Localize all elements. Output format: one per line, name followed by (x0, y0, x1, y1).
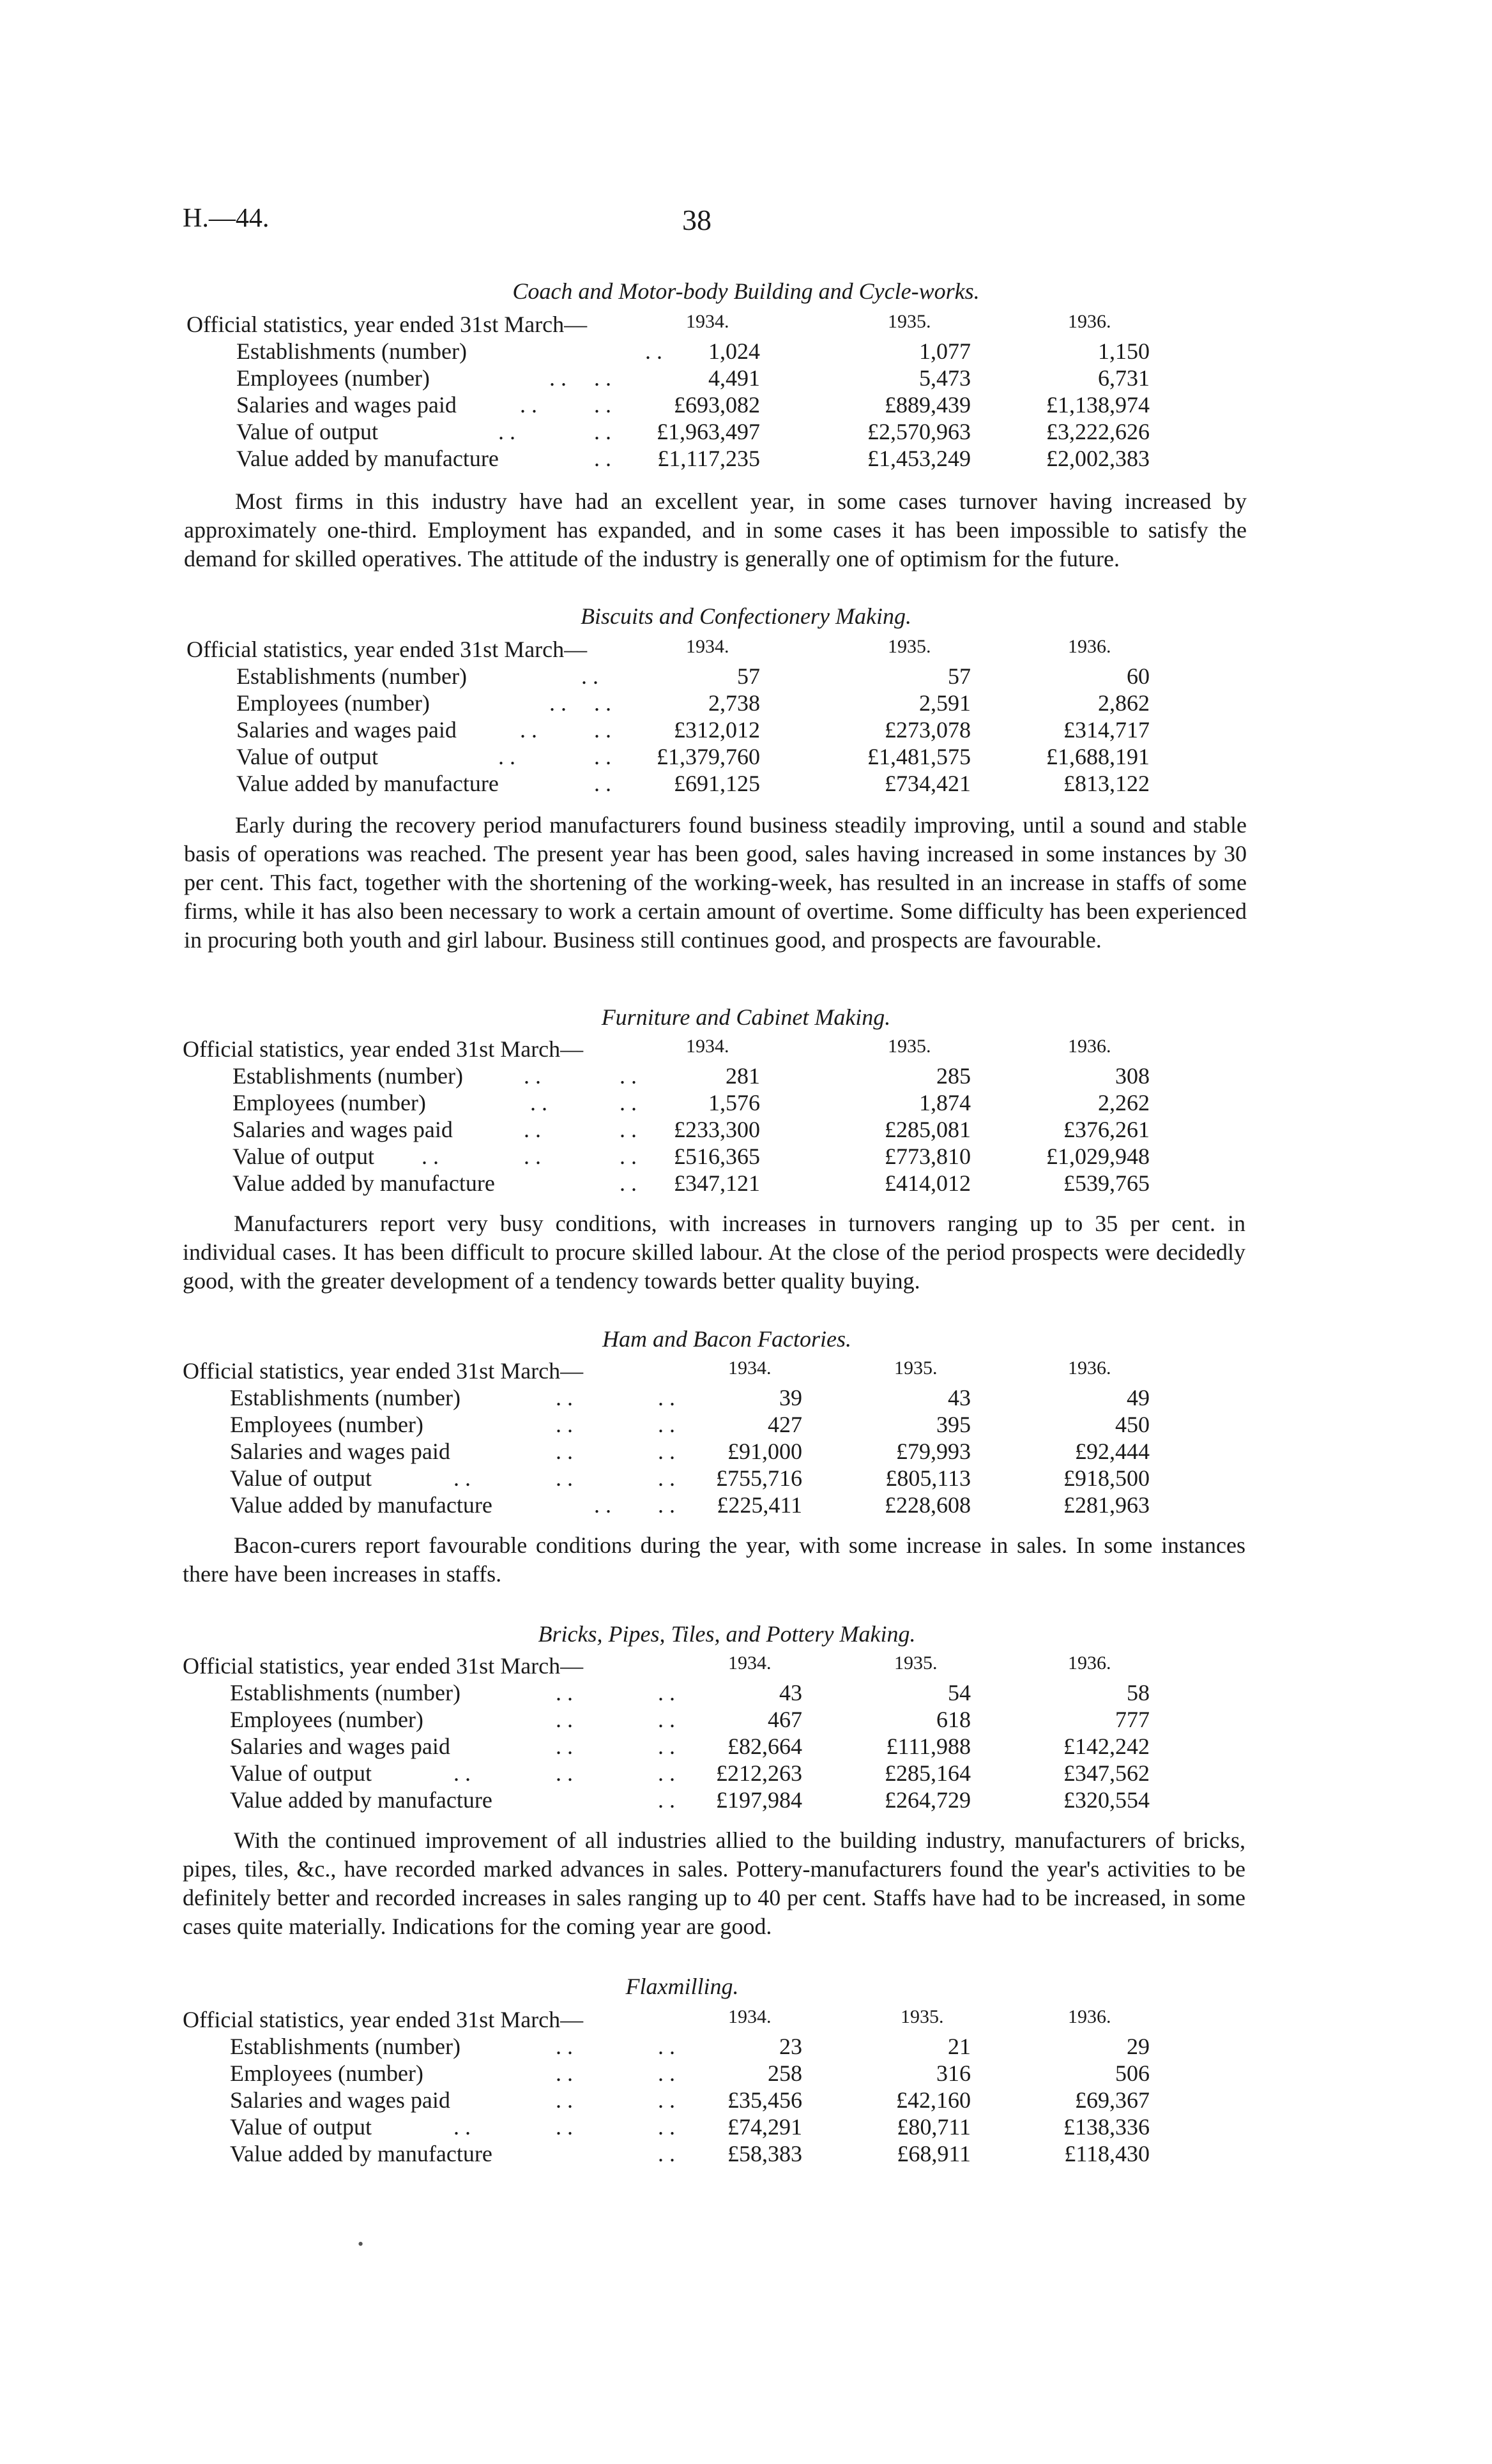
intro-label: Official statistics, year ended 31st March— (183, 1036, 584, 1062)
value-1934: 427 (768, 1412, 802, 1437)
value-1936: 6,731 (1098, 365, 1150, 391)
row-label: Establishments (number) (230, 1680, 461, 1705)
leader-dots: . . (658, 1412, 675, 1437)
value-1936: £320,554 (1063, 1787, 1150, 1813)
section-title: Coach and Motor-body Building and Cycle-works. (512, 278, 980, 304)
stats-header-row (0, 1036, 1492, 1064)
row-label: Value of output (236, 744, 378, 769)
stats-row-salaries (0, 1733, 1492, 1761)
value-1934: £1,963,497 (657, 419, 760, 444)
intro-label: Official statistics, year ended 31st March— (183, 1653, 584, 1679)
stats-row-output (0, 418, 1492, 446)
stats-row-establishments (0, 1679, 1492, 1707)
row-label: Salaries and wages paid (232, 1117, 453, 1142)
row-label: Employees (number) (236, 365, 430, 391)
value-1935: £264,729 (885, 1787, 971, 1813)
value-1936: £138,336 (1063, 2114, 1150, 2140)
stats-row-salaries (0, 1438, 1492, 1466)
value-1935: £889,439 (885, 392, 971, 418)
row-label: Value of output (230, 1465, 372, 1491)
value-1935: £805,113 (885, 1465, 971, 1491)
value-1936: £539,765 (1063, 1170, 1150, 1196)
leader-dots: . . (658, 2087, 675, 2113)
value-1934: £755,716 (716, 1465, 802, 1491)
row-label: Value added by manufacture (236, 771, 499, 796)
stats-row-salaries (0, 716, 1492, 744)
leader-dots: . . (556, 1734, 573, 1759)
stats-row-output (0, 2113, 1492, 2142)
leader-dots: . . (658, 2034, 675, 2059)
value-1935: 395 (936, 1412, 971, 1437)
stats-header-row (0, 311, 1492, 339)
value-1936: £1,029,948 (1046, 1144, 1150, 1169)
value-1936: £142,242 (1063, 1734, 1150, 1759)
leader-dots: . . (594, 1492, 611, 1518)
year-1935: 1935. (888, 311, 931, 332)
stats-row-establishments (0, 1062, 1492, 1091)
value-1935: 54 (948, 1680, 971, 1705)
stats-row-value-added (0, 1492, 1492, 1520)
value-1935: 316 (936, 2060, 971, 2086)
value-1935: £414,012 (885, 1170, 971, 1196)
leader-dots: . . (620, 1090, 637, 1115)
stats-header-row (0, 1652, 1492, 1681)
leader-dots: . . (658, 2114, 675, 2140)
year-1935: 1935. (888, 636, 931, 657)
year-1934: 1934. (728, 2006, 772, 2027)
value-1936: 2,262 (1098, 1090, 1150, 1115)
value-1936: 1,150 (1098, 338, 1150, 364)
leader-dots: . . (498, 744, 515, 769)
value-1935: 618 (936, 1707, 971, 1732)
stats-row-employees (0, 1411, 1492, 1439)
value-1936: 49 (1127, 1385, 1150, 1410)
value-1934: £516,365 (674, 1144, 760, 1169)
leader-dots: . . (658, 1465, 675, 1491)
value-1935: 21 (948, 2034, 971, 2059)
year-1936: 1936. (1068, 1357, 1111, 1379)
value-1935: £773,810 (885, 1144, 971, 1169)
stats-row-employees (0, 690, 1492, 718)
year-1935: 1935. (894, 1652, 938, 1674)
row-label: Establishments (number) (230, 2034, 461, 2059)
value-1934: £74,291 (727, 2114, 802, 2140)
value-1934: £693,082 (674, 392, 760, 418)
row-label: Establishments (number) (230, 1385, 461, 1410)
row-label: Establishments (number) (236, 663, 467, 689)
row-label: Employees (number) (236, 690, 430, 716)
value-1935: 57 (948, 663, 971, 689)
stats-row-employees (0, 365, 1492, 393)
stats-row-output (0, 1760, 1492, 1788)
section-paragraph: Bacon-curers report favourable conditions during the year, with some increase in sales. In some instances there have been increases in staffs. (183, 1532, 1245, 1587)
leader-dots: . . (594, 365, 611, 391)
leader-dots: . . (658, 1439, 675, 1464)
value-1935: 43 (948, 1385, 971, 1410)
row-label: Salaries and wages paid (230, 1734, 450, 1759)
value-1934: £691,125 (674, 771, 760, 796)
leader-dots: . . (453, 2114, 471, 2140)
value-1934: £58,383 (727, 2141, 802, 2166)
value-1935: £734,421 (885, 771, 971, 796)
year-1934: 1934. (728, 1652, 772, 1674)
value-1934: 1,024 (708, 338, 760, 364)
stats-header-row (0, 636, 1492, 664)
value-1936: £3,222,626 (1046, 419, 1150, 444)
row-label: Establishments (number) (236, 338, 467, 364)
leader-dots: . . (549, 365, 567, 391)
leader-dots: . . (658, 1680, 675, 1705)
row-label: Employees (number) (232, 1090, 426, 1115)
row-label: Salaries and wages paid (236, 717, 457, 743)
value-1934: £347,121 (674, 1170, 760, 1196)
value-1935: £285,081 (885, 1117, 971, 1142)
leader-dots: . . (620, 1063, 637, 1089)
leader-dots: . . (556, 2114, 573, 2140)
leader-dots: . . (594, 717, 611, 743)
value-1934: £197,984 (716, 1787, 802, 1813)
year-1935: 1935. (888, 1036, 931, 1057)
year-1935: 1935. (894, 1357, 938, 1379)
value-1936: 2,862 (1098, 690, 1150, 716)
year-1935: 1935. (901, 2006, 944, 2027)
page-number: 38 (682, 204, 712, 236)
section-title: Bricks, Pipes, Tiles, and Pottery Making. (538, 1621, 916, 1647)
year-1934: 1934. (686, 1036, 729, 1057)
value-1934: £1,117,235 (657, 446, 760, 471)
leader-dots: . . (549, 690, 567, 716)
value-1936: 308 (1115, 1063, 1150, 1089)
leader-dots: . . (594, 771, 611, 796)
leader-dots: . . (620, 1117, 637, 1142)
intro-label: Official statistics, year ended 31st March— (187, 312, 588, 337)
section-title: Flaxmilling. (625, 1974, 739, 1999)
leader-dots: . . (594, 744, 611, 769)
document-reference: H.—44. (183, 204, 270, 233)
value-1936: £347,562 (1063, 1760, 1150, 1786)
leader-dots: . . (594, 419, 611, 444)
row-label: Value added by manufacture (230, 1492, 492, 1518)
year-1936: 1936. (1068, 311, 1111, 332)
value-1934: 57 (737, 663, 760, 689)
leader-dots: . . (556, 1439, 573, 1464)
leader-dots: . . (658, 2060, 675, 2086)
stats-header-row (0, 1357, 1492, 1386)
leader-dots: . . (594, 690, 611, 716)
row-label: Value added by manufacture (236, 446, 499, 471)
section-paragraph: With the continued improvement of all industries allied to the building industry, manufacturers of bricks, pipes, tiles, &c., have recorded marked advances in sales. Pottery-manufacturers found the year's activities to be definitely better and recorded increases in sales ranging up to 40 per cent. Staffs have had to be increased, in some cases quite materially. Indications for the coming year are good. (183, 1827, 1245, 1939)
stats-row-establishments (0, 1384, 1492, 1412)
leader-dots: . . (556, 1412, 573, 1437)
leader-dots: . . (620, 1144, 637, 1169)
value-1935: £111,988 (886, 1734, 971, 1759)
value-1935: £1,481,575 (867, 744, 971, 769)
value-1936: £918,500 (1063, 1465, 1150, 1491)
value-1935: £79,993 (896, 1439, 971, 1464)
leader-dots: . . (658, 1734, 675, 1759)
row-label: Value of output (230, 1760, 372, 1786)
leader-dots: . . (556, 1707, 573, 1732)
value-1934: £1,379,760 (657, 744, 760, 769)
leader-dots: . . (594, 392, 611, 418)
value-1934: 23 (779, 2034, 802, 2059)
value-1935: £80,711 (897, 2114, 971, 2140)
stats-row-establishments (0, 338, 1492, 366)
value-1935: £68,911 (897, 2141, 971, 2166)
value-1936: £1,138,974 (1046, 392, 1150, 418)
leader-dots: . . (530, 1090, 547, 1115)
row-label: Employees (number) (230, 1412, 423, 1437)
value-1934: 4,491 (708, 365, 760, 391)
year-1934: 1934. (728, 1357, 772, 1379)
value-1936: £1,688,191 (1046, 744, 1150, 769)
year-1936: 1936. (1068, 1652, 1111, 1674)
scan-mark: • (358, 2235, 364, 2253)
intro-label: Official statistics, year ended 31st March— (183, 1358, 584, 1384)
stats-row-output (0, 743, 1492, 771)
value-1934: 43 (779, 1680, 802, 1705)
leader-dots: . . (524, 1063, 541, 1089)
row-label: Establishments (number) (232, 1063, 463, 1089)
leader-dots: . . (422, 1144, 439, 1169)
value-1936: 777 (1115, 1707, 1150, 1732)
leader-dots: . . (556, 1385, 573, 1410)
value-1934: £82,664 (727, 1734, 802, 1759)
year-1934: 1934. (686, 311, 729, 332)
leader-dots: . . (556, 2060, 573, 2086)
value-1936: 29 (1127, 2034, 1150, 2059)
value-1935: £285,164 (885, 1760, 971, 1786)
value-1934: £35,456 (727, 2087, 802, 2113)
stats-row-output (0, 1465, 1492, 1493)
value-1936: £314,717 (1063, 717, 1150, 743)
stats-row-value-added (0, 445, 1492, 473)
leader-dots: . . (658, 1385, 675, 1410)
stats-header-row (0, 2006, 1492, 2034)
stats-row-employees (0, 1706, 1492, 1734)
value-1935: 1,077 (919, 338, 971, 364)
value-1935: 2,591 (919, 690, 971, 716)
row-label: Value of output (232, 1144, 374, 1169)
leader-dots: . . (658, 1492, 675, 1518)
row-label: Employees (number) (230, 2060, 423, 2086)
row-label: Salaries and wages paid (230, 2087, 450, 2113)
value-1935: £273,078 (885, 717, 971, 743)
row-label: Value of output (236, 419, 378, 444)
year-1934: 1934. (686, 636, 729, 657)
stats-row-value-added (0, 2140, 1492, 2168)
row-label: Salaries and wages paid (236, 392, 457, 418)
value-1935: £42,160 (896, 2087, 971, 2113)
year-1936: 1936. (1068, 636, 1111, 657)
value-1936: 506 (1115, 2060, 1150, 2086)
section-paragraph: Early during the recovery period manufacturers found business steadily improving, until a sound and stable basis of operations was reached. The present year has been good, sales having increased in some instances by 30 per cent. This fact, together with the shortening of the working-week, has resulted in an increase in staffs of some firms, while it has also been necessary to work a certain amount of overtime. Some difficulty has been experienced in procuring both youth and girl labour. Business still continues good, and prospects are favourable. (184, 812, 1247, 953)
value-1936: 60 (1127, 663, 1150, 689)
stats-row-establishments (0, 663, 1492, 691)
value-1934: 467 (768, 1707, 802, 1732)
row-label: Value added by manufacture (230, 1787, 492, 1813)
value-1935: £228,608 (885, 1492, 971, 1518)
row-label: Value added by manufacture (232, 1170, 495, 1196)
value-1936: 450 (1115, 1412, 1150, 1437)
value-1934: £212,263 (716, 1760, 802, 1786)
leader-dots: . . (658, 1787, 675, 1813)
value-1934: £233,300 (674, 1117, 760, 1142)
value-1936: £2,002,383 (1046, 446, 1150, 471)
leader-dots: . . (520, 717, 537, 743)
leader-dots: . . (658, 1707, 675, 1732)
section-paragraph: Most firms in this industry have had an excellent year, in some cases turnover having increased by approximately one-third. Employment has expanded, and in some cases it has been impossible to satisfy the demand for skilled operatives. The attitude of the industry is generally one of optimism for the future. (184, 488, 1247, 571)
leader-dots: . . (658, 2141, 675, 2166)
value-1934: 1,576 (708, 1090, 760, 1115)
leader-dots: . . (556, 1465, 573, 1491)
stats-row-value-added (0, 1170, 1492, 1198)
stats-row-salaries (0, 2087, 1492, 2115)
intro-label: Official statistics, year ended 31st March— (187, 637, 588, 662)
stats-row-employees (0, 2060, 1492, 2088)
leader-dots: . . (620, 1170, 637, 1196)
value-1934: 281 (726, 1063, 760, 1089)
stats-row-value-added (0, 770, 1492, 798)
section-title: Biscuits and Confectionery Making. (581, 603, 911, 629)
stats-row-salaries (0, 1116, 1492, 1144)
value-1935: £2,570,963 (867, 419, 971, 444)
value-1936: £92,444 (1075, 1439, 1150, 1464)
value-1935: 285 (936, 1063, 971, 1089)
leader-dots: . . (594, 446, 611, 471)
stats-row-salaries (0, 391, 1492, 419)
leader-dots: . . (498, 419, 515, 444)
leader-dots: . . (645, 338, 662, 364)
stats-row-output (0, 1143, 1492, 1171)
row-label: Employees (number) (230, 1707, 423, 1732)
intro-label: Official statistics, year ended 31st March— (183, 2007, 584, 2032)
section-title: Ham and Bacon Factories. (602, 1326, 851, 1352)
leader-dots: . . (453, 1465, 471, 1491)
value-1934: 2,738 (708, 690, 760, 716)
value-1936: £69,367 (1075, 2087, 1150, 2113)
value-1934: £91,000 (727, 1439, 802, 1464)
row-label: Value added by manufacture (230, 2141, 492, 2166)
leader-dots: . . (524, 1117, 541, 1142)
value-1936: £376,261 (1063, 1117, 1150, 1142)
value-1935: 1,874 (919, 1090, 971, 1115)
value-1936: 58 (1127, 1680, 1150, 1705)
value-1934: £312,012 (674, 717, 760, 743)
value-1934: £225,411 (717, 1492, 802, 1518)
leader-dots: . . (556, 1760, 573, 1786)
stats-row-employees (0, 1089, 1492, 1117)
value-1936: £281,963 (1063, 1492, 1150, 1518)
leader-dots: . . (658, 1760, 675, 1786)
leader-dots: . . (556, 2034, 573, 2059)
value-1936: £118,430 (1064, 2141, 1150, 2166)
leader-dots: . . (556, 2087, 573, 2113)
section-title: Furniture and Cabinet Making. (601, 1004, 891, 1030)
value-1934: 258 (768, 2060, 802, 2086)
row-label: Salaries and wages paid (230, 1439, 450, 1464)
year-1936: 1936. (1068, 1036, 1111, 1057)
year-1936: 1936. (1068, 2006, 1111, 2027)
leader-dots: . . (453, 1760, 471, 1786)
leader-dots: . . (556, 1680, 573, 1705)
stats-row-value-added (0, 1787, 1492, 1815)
leader-dots: . . (520, 392, 537, 418)
leader-dots: . . (581, 663, 598, 689)
value-1936: £813,122 (1063, 771, 1150, 796)
row-label: Value of output (230, 2114, 372, 2140)
value-1934: 39 (779, 1385, 802, 1410)
section-paragraph: Manufacturers report very busy conditions, with increases in turnovers ranging up to 35 per cent. in individual cases. It has been difficult to procure skilled labour. At the close of the period prospects were decidedly good, with the greater development of a tendency towards better quality buying. (183, 1211, 1245, 1294)
value-1935: 5,473 (919, 365, 971, 391)
leader-dots: . . (524, 1144, 541, 1169)
stats-row-establishments (0, 2033, 1492, 2061)
value-1935: £1,453,249 (867, 446, 971, 471)
